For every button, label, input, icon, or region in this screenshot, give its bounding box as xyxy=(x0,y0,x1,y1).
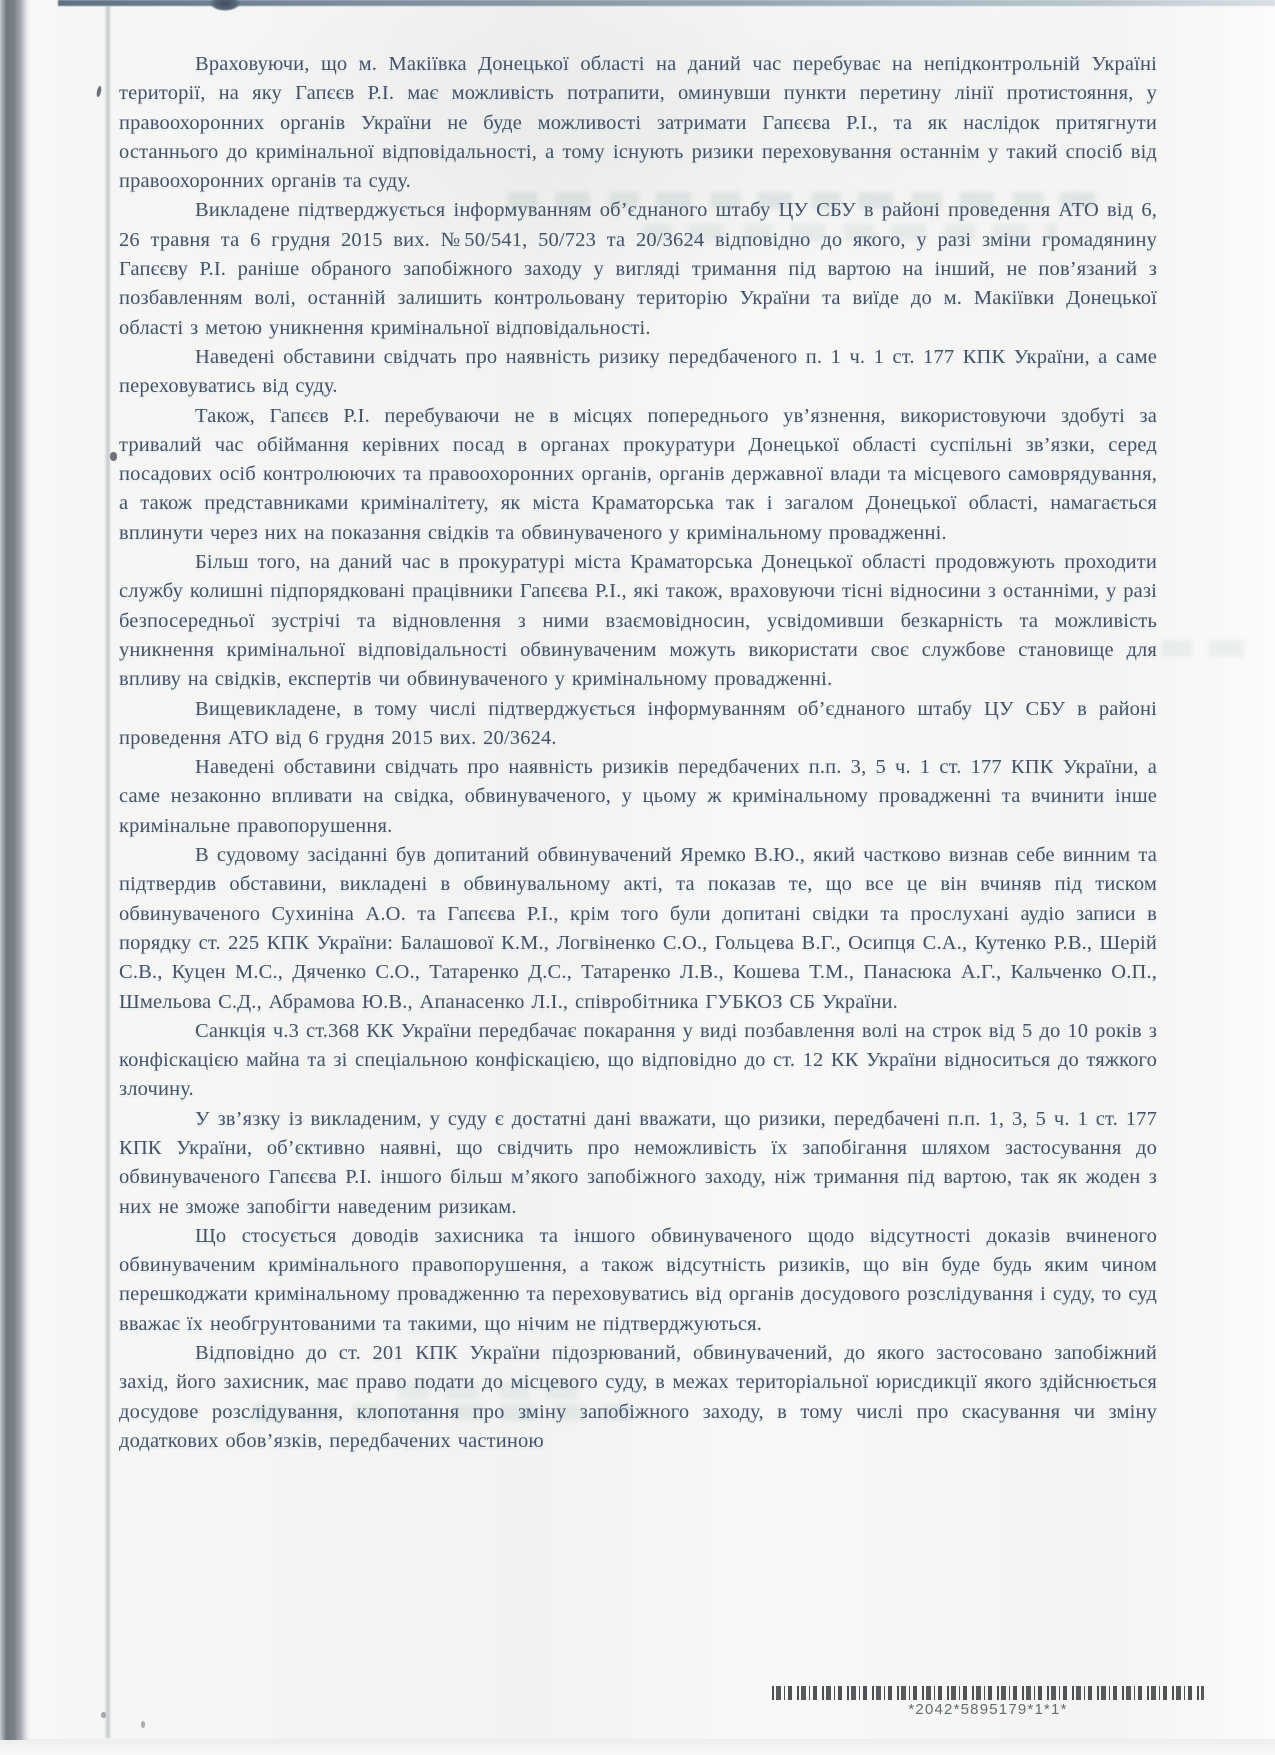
paragraph-risk-art177-p3-5: Наведені обставини свідчать про наявність ризиків передбачених п.п. 3, 5 ч. 1 ст. 177 КПК України, а саме незаконно впливати на свідка, обвинуваченого, у цьому ж кримінальному провадженні та вчинити інше кримінальне правопорушення. xyxy=(119,756,1157,837)
paragraph-conclusion-risks: У зв’язку із викладеним, у суду є достатні дані вважати, що ризики, передбачені п.п. 1, 3, 5 ч. 1 ст. 177 КПК України, об’єктивно наявні, що свідчить про неможливість їх запобігання шляхом застосування до обвинуваченого Гапєєва Р.І. іншого більш м’якого запобіжного заходу, ніж тримання під вартою, так як жоден з них не зможе запобігти наведеним ризикам. xyxy=(119,1107,1157,1218)
paragraph-defense-arguments: Що стосується доводів захисника та іншого обвинуваченого щодо відсутності доказів вчиненого обвинуваченим кримінального правопорушення, а також відсутність ризиків, що він буде будь яким чином перешкоджати кримінальному провадженню та переховуватись від органів досудового розслідування і суду, то суд вважає їх необгрунтованими та такими, що нічим не підтверджуються. xyxy=(119,1224,1157,1335)
paragraph-social-connections: Також, Гапєєв Р.І. перебуваючи не в місцях попереднього ув’язнення, використовуючи здобуті за тривалий час обіймання керівних посад в органах прокуратури Донецької області суспільні зв’язки, серед посадових осіб контролюючих та правоохоронних органів, органів державної влади та місцевого самоврядування, а також представниками криміналітету, як міста Краматорська так і загалом Донецької області, намагається вплинути через них на показання свідків та обвинуваченого у кримінальному провадженні. xyxy=(119,404,1157,544)
paper-fold-line xyxy=(104,6,111,1738)
paragraph-court-hearing-witnesses: В судовому засіданні був допитаний обвинувачений Яремко В.Ю., який частково визнав себе винним та підтвердив обставини, викладені в обвинувальному акті, та показав те, що все це він вчиняв під тиском обвинуваченого Сухиніна А.О. та Гапєєва Р.І., крім того були допитані свідки та прослухані аудіо записи в порядку ст. 225 КПК України: Балашової К.М., Логвіненко С.О., Гольцева В.Г., Осипця С.А., Кутенко Р.В., Шерій С.В., Куцен М.С., Дяченко С.О., Татаренко Д.С., Татаренко Л.В., Кошева Т.М., Панасюка А.Г., Кальченко О.П., Шмельова С.Д., Абрамова Ю.В., Апанасенко Л.І., співробітника ГУБКОЗ СБ України. xyxy=(119,844,1157,1013)
ink-speck xyxy=(141,1721,145,1728)
bleedthrough-smudge xyxy=(1162,640,1257,657)
paragraph-risk-hiding: Враховуючи, що м. Макіївка Донецької області на даний час перебуває на непідконтрольній Україні території, на яку Гапєєв Р.І. має можливість потрапити, оминувши пункти перетину лінії протистояння, у правоохоронних органів України не буде можливості затримати Гапєєва Р.І., та як наслідок притягнути останнього до кримінальної відповідальності, а тому існують ризики переховування останнім у такий спосіб від правоохоронних органів та суду. xyxy=(119,53,1157,193)
scan-top-edge-line xyxy=(58,0,1275,6)
barcode-bars xyxy=(772,1686,1204,1700)
paragraph-sbu-information: Викладене підтверджується інформуванням об’єднаного штабу ЦУ СБУ в районі проведення АТО від 6, 26 травня та 6 грудня 2015 вих. №50/541, 50/723 та 20/3624 відповідно до якого, у разі зміни громадянину Гапєєву Р.І. раніше обраного запобіжного заходу у вигляді тримання під вартою на інший, не пов’язаний з позбавленням волі, останній залишить контрольовану територію України та виїде до м. Макіївки Донецької області з метою уникнення кримінальної відповідальності. xyxy=(119,199,1157,339)
paragraph-art201-rights: Відповідно до ст. 201 КПК України підозрюваний, обвинувачений, до якого застосовано запобіжний захід, його захисник, має право подати до місцевого суду, в межах територіальної юрисдикції якого здійснюється досудове розслідування, клопотання про зміну запобіжного заходу, в тому числі про скасування чи зміну додаткових обов’язків, передбачених частиною xyxy=(119,1342,1157,1452)
ink-speck xyxy=(96,86,102,98)
barcode-label: *2042*5895179*1*1* xyxy=(908,1701,1068,1718)
ink-speck xyxy=(101,1712,106,1718)
scan-left-edge-shadow xyxy=(0,0,30,1740)
ink-speck xyxy=(110,452,117,461)
document-body-text xyxy=(119,50,1157,1456)
scan-bottom-edge xyxy=(0,1739,1275,1755)
paragraph-sbu-confirmation: Вищевикладене, в тому числі підтверджується інформуванням об’єднаного штабу ЦУ СБУ в районі проведення АТО від 6 грудня 2015 вих. 20/3624. xyxy=(119,697,1157,749)
paragraph-prosecutor-colleagues: Більш того, на даний час в прокуратурі міста Краматорська Донецької області продовжують проходити службу колишні підпорядковані працівники Гапєєва Р.І., які також, враховуючи тісні відносини з останніми, у разі безпосередньої зустрічі та відновлення з ними взаємовідносин, усвідомивши безкарність та можливість уникнення кримінальної відповідальності обвинуваченим можуть використати своє службове становище для впливу на свідків, експертів чи обвинуваченого у кримінальному провадженні. xyxy=(119,551,1157,691)
paragraph-sanction-art368: Санкція ч.3 ст.368 КК України передбачає покарання у виді позбавлення волі на строк від 5 до 10 років з конфіскацією майна та зі спеціальною конфіскацією, що відповідно до ст. 12 КК України відноситься до тяжкого злочину. xyxy=(119,1019,1157,1101)
barcode-stamp xyxy=(772,1686,1204,1719)
scan-top-ink-blob xyxy=(210,0,240,11)
paragraph-risk-art177-p1: Наведені обставини свідчать про наявність ризику передбаченого п. 1 ч. 1 ст. 177 КПК України, а саме переховуватись від суду. xyxy=(119,345,1157,398)
